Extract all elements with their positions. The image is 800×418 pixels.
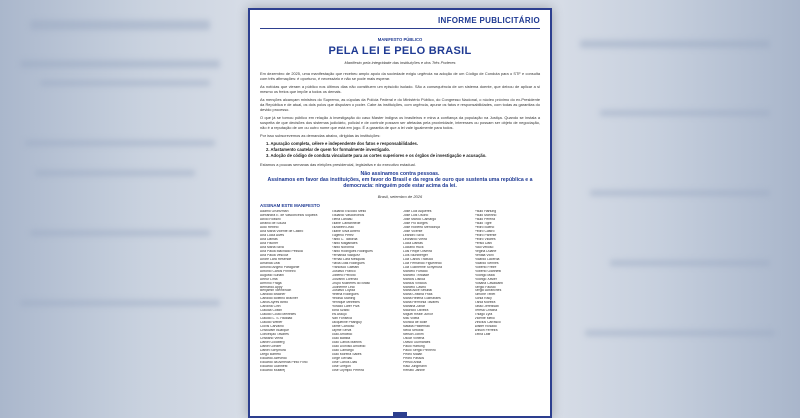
signer-name: Heloisa Starling: [331, 297, 356, 301]
closing-line-2: Assinamos em favor das instituições, em favor do Brasil e da regra de ouro que sustenta uma república e a democracia: ninguém pode estar acima da lei.: [267, 176, 533, 190]
signer-name: Simone Tebet: [474, 293, 496, 297]
signer-name: Francisco Gaetani: [331, 265, 360, 269]
signer-name: Cláudio Weber: [260, 321, 283, 325]
signer-name: Giovanni Lorenzo: [331, 277, 359, 281]
signer-name: Antônio Angelo Paragonte: [260, 265, 300, 269]
signer-name: Regina Duarte: [474, 249, 497, 253]
signer-name: Eduardo Escocio Mello: [331, 210, 367, 214]
signer-name: Miguel Reale Júnior: [403, 313, 433, 317]
demand-item: 3. Adoção de código de conduta vinculante para as cortes superiores e os órgãos de investigação e acusação.: [266, 153, 487, 159]
signer-name: Gilberto Peixoto: [331, 273, 356, 277]
signer-name: João Batista: [331, 336, 351, 340]
signer-name: Eduardo da Almeida Pinto Filho: [260, 360, 308, 364]
signer-name: Luiz Carlos Trabuco: [403, 257, 434, 261]
signer-name: Teresa Cristina: [474, 309, 498, 313]
footer-bar: [250, 410, 550, 416]
signer-name: Paulo Hartung: [474, 210, 497, 214]
signer-name: Vicente Mello: [474, 317, 495, 321]
signer-name: Eduardo Giannetti: [260, 364, 288, 368]
signer-name: Clóvis Carvalho: [260, 325, 284, 329]
signer-name: Carlos Ayres Britto: [260, 301, 289, 305]
signer-name: Tânia Moreira: [474, 301, 496, 305]
signer-name: Pedro Passos: [403, 356, 425, 360]
paragraph: As menções alcançam ministros do Supremo, as cúpulas da Polícia Federal e do Ministério Público, do Congresso Nacional, o núcleo próximo do ex-Presidente da República e de atual, os dois polos que disputam o poder. Cabe às instituições, com urgência, apurar os fatos e responsabilidades, com todas as garantias do devido processo.: [260, 97, 540, 112]
signer-name: Sérgio Abranches: [474, 289, 502, 293]
signer-name: José Luis Osorio: [403, 214, 429, 218]
signer-name: Fernão Lara Mesquita: [331, 257, 365, 261]
signer-name: Eduardo Mufarej: [260, 368, 286, 372]
signer-name: Jorge Gerdau: [331, 356, 353, 360]
signer-name: Elizabeth Leão: [331, 226, 354, 230]
signer-name: Luiz Guilherme Schymura: [403, 265, 443, 269]
signer-name: Leandro Silva: [403, 234, 424, 238]
signer-name: Horácio Lafer Piva: [331, 305, 360, 309]
signer-name: Ana Fischer: [260, 242, 279, 246]
signer-name: Monica de Bolle: [403, 321, 428, 325]
signers-column: [403, 210, 469, 372]
signer-name: José Olympio Pereira: [331, 368, 364, 372]
demands-list: [266, 141, 540, 159]
signer-name: Gustavo Franco: [331, 269, 356, 273]
signer-name: Rodrigo Xavier: [474, 277, 497, 281]
signer-name: Roberto Freire: [474, 265, 497, 269]
signer-name: Benjamin Steinbruch: [260, 289, 292, 293]
signer-name: Marcus Vinicius: [403, 281, 427, 285]
signer-name: Raul Jungmann: [403, 364, 427, 368]
newspaper-ad: [248, 8, 552, 418]
signer-name: Ricardo Lacerda: [474, 257, 500, 261]
signer-name: Fábio Rodrigues Rodrigues: [331, 249, 373, 253]
signer-name: Zeina Latif: [474, 332, 491, 336]
signer-name: Ivan Fonseca: [331, 317, 352, 321]
manifesto-body: [260, 71, 540, 167]
signer-name: Helena Rodrigues: [331, 293, 359, 297]
demand-item: 2. Afastamento cautelar de quem for formalmente investigado.: [266, 147, 391, 153]
signer-name: Cláudio L. S. Haddad: [260, 317, 293, 321]
signer-name: Eduardo Azevedo: [260, 356, 287, 360]
signer-name: Pedro Castro: [474, 230, 495, 234]
signer-name: Pedro Malan: [403, 352, 423, 356]
signer-name: Roberto Giannetti: [474, 269, 502, 273]
signer-name: José Gregori: [331, 364, 351, 368]
signer-name: Rodrigo Maia: [474, 273, 495, 277]
signer-name: Persio Arida: [403, 360, 422, 364]
signer-name: Arthur Lima: [260, 277, 278, 281]
signer-name: Pedro Parente: [474, 234, 497, 238]
paragraph: Em dezembro de 2025, uma manifestação que recebeu amplo apoio da sociedade exigiu urgência na adoção de um Código de Conduta para o STF e consulta com três afirmações: é oportuno, é necessário e não se pode mais esperar.: [260, 71, 540, 81]
signer-name: Ricardo Sennes: [474, 261, 499, 265]
signer-name: Abílio Rossini: [260, 218, 281, 222]
informe-publicitario-label: INFORME PUBLICITÁRIO: [260, 16, 540, 29]
manifesto-title: PELA LEI E PELO BRASIL: [328, 45, 472, 57]
signer-name: Ana Maria Silva: [260, 246, 284, 249]
signers-list: [260, 210, 540, 372]
signer-name: Sérgio Fausto: [474, 285, 496, 289]
signer-name: Maria Hermínia Tavares: [403, 301, 439, 305]
signer-name: Luciano Huck: [403, 246, 424, 249]
signer-name: Paulo Sérgio Pinheiro: [403, 348, 436, 352]
signer-name: Luís Stuhlberger: [403, 253, 428, 257]
signer-name: Wilson Ferreira: [474, 329, 498, 333]
signers-column: [260, 210, 326, 372]
signer-name: Mariana Zahar: [403, 305, 426, 309]
signers-column: [475, 210, 541, 372]
signer-name: Marcos Lisboa: [403, 277, 426, 281]
signer-name: Afrânio de Souza: [260, 222, 287, 226]
signer-name: Pedro Bueno: [474, 226, 495, 230]
signer-name: Eugênio Pérez: [331, 234, 354, 238]
signer-name: José Roberto Mendonça: [403, 226, 440, 230]
signer-name: Elena Landau: [331, 218, 353, 222]
signer-name: Jayme Serva: [331, 329, 352, 333]
signer-name: Cristiano Vieira: [260, 336, 283, 340]
signer-name: Jacqueline Pitanguy: [331, 321, 362, 325]
signer-name: Bernardo Appy: [260, 285, 283, 289]
signer-name: Fábio Magalhães: [331, 242, 358, 246]
signer-name: Leonardo Vieira: [403, 238, 427, 242]
signer-name: Aldo Rebelo: [260, 226, 279, 230]
signer-name: Fernanda Vazquez: [331, 253, 360, 257]
signer-name: Daniel Schymura: [260, 348, 286, 352]
signer-name: Carolina Cirin: [260, 305, 281, 309]
signer-name: Marcelo Trindade: [403, 273, 430, 277]
signer-name: João Dionísio Amoedo: [331, 344, 366, 348]
signer-name: Guilherme Leal: [331, 285, 355, 289]
signer-name: Cláudio Couto Meirelles: [260, 313, 296, 317]
manifesto-subtitle: Manifesto pela integridade das instituições e dos Três Poderes: [344, 60, 456, 65]
signer-name: Eliane Silva Antero: [331, 230, 360, 234]
signer-name: Armínio Fraga: [260, 281, 282, 285]
signer-name: Daniel Gleizer: [260, 344, 282, 348]
signer-name: Persio Dahl: [474, 242, 493, 246]
signer-name: João Amoêdo: [331, 332, 353, 336]
closing-statement: [260, 171, 540, 190]
signer-name: André Lara Resende: [260, 257, 292, 261]
signer-name: Raul Velloso: [474, 246, 494, 249]
signers-column: [332, 210, 398, 372]
manifesto-kicker: MANIFESTO PÚBLICO: [377, 37, 423, 42]
signer-name: Marcelo Furtado: [403, 269, 428, 273]
signer-name: Vinicius Carrasco: [474, 321, 501, 325]
paragraph: Por isso subscrevemos as demandas abaixo, dirigidas às instituições:: [260, 133, 381, 138]
signer-name: Jaime Cardoso: [331, 325, 355, 329]
signer-name: Grupo Mulheres do Brasil: [331, 281, 370, 285]
signer-name: Eliane Cantanhêde: [331, 222, 361, 226]
signer-name: Alexandra E. de Vasconcelos Siqueira: [260, 214, 318, 218]
signer-name: Fábio C. Taborda: [331, 238, 358, 242]
signer-name: Luiz Fernando Figueiredo: [403, 261, 442, 265]
signer-name: José Luiz Alquéres: [403, 210, 432, 214]
signer-name: Sônia Racy: [474, 297, 492, 301]
demand-item: 1. Apuração completa, célere e independente dos fatos e responsabilidades.: [266, 141, 419, 146]
signer-name: Rosana Cavalcanti: [474, 281, 503, 285]
signer-name: Paulo Pereira: [474, 218, 496, 222]
signer-name: Otávio Guimarães: [403, 340, 431, 344]
signer-name: Adamo Gruntzman: [260, 210, 289, 214]
signer-name: Lúcia Dantas: [403, 242, 423, 246]
signer-name: Ana Maria Vicente de Castro: [260, 230, 304, 234]
signer-name: Marcelo Castro: [403, 285, 426, 289]
signer-name: Candido Botelho Bracher: [260, 297, 298, 301]
signer-name: Ana Paula Vescovi: [260, 253, 289, 257]
signer-name: Ana Lúcia Alves: [260, 234, 285, 238]
signer-name: Natália Pasternak: [403, 325, 430, 329]
signer-name: Maria Helena Guimarães: [403, 297, 441, 301]
signer-name: José Márcio Camargo: [403, 218, 437, 222]
place-date: Brasil, setembro de 2026: [377, 194, 423, 200]
signer-name: Cristovam Buarque: [260, 329, 290, 333]
paragraph: O que já se tornou público em relação à investigação do caso Master indigna os brasileiros e mina a confiança da população na Justiça. Quando se instala a suspeita de que decisões dos sistemas judiciário, policial e de controle possam ser afetadas pela proximidade, interesses ou possam ser objeto de negociação, não é a reputação de um ou outro nome que está em jogo. É a garantia de que a lei vale igualmente para todos.: [260, 115, 540, 130]
signer-name: Henrique Meirelles: [331, 301, 360, 305]
signer-name: Cândido Bracher: [260, 293, 286, 297]
signer-name: Maria Cristina Frias: [403, 293, 433, 297]
signer-name: Renato Janine: [403, 368, 425, 372]
paragraph: Estamos a poucas semanas das eleições presidencial, legislativa e do executivo estadual.: [260, 161, 416, 167]
signer-name: Thiago Lyra: [474, 313, 493, 317]
signer-name: Tasso Jereissati: [474, 305, 499, 309]
signer-name: Oscar Vilhena: [403, 336, 425, 340]
signer-name: Augusto Suriani: [260, 273, 284, 277]
signer-name: Fábio Noronha: [331, 246, 354, 249]
signer-name: José Vicente: [403, 230, 423, 234]
signer-name: José Pio Borges: [403, 222, 428, 226]
signer-name: João Carlos Martins: [331, 340, 362, 344]
signer-name: Renata Vichi: [474, 253, 494, 257]
signer-name: Nelson Jobim: [403, 332, 424, 336]
signer-name: Ana Dantas: [260, 238, 278, 242]
signer-name: Gustavo Loyola: [331, 289, 356, 293]
signer-name: José Carlos Dias: [331, 360, 358, 364]
signer-name: Daniel Goldberg: [260, 340, 285, 344]
closing-line-1: Não assinamos contra pessoas.: [360, 170, 440, 177]
signer-name: Ana Paula Machado Pessoa: [260, 249, 303, 253]
signer-name: Paulo Hartung: [403, 344, 425, 348]
signer-name: Conceição Tavares: [260, 332, 289, 336]
signers-title: ASSINAM ESTE MANIFESTO: [260, 203, 320, 209]
paragraph: As notícias que vieram a público nos últimos dias não constituem um episódio isolado. São a consequência de um sistema doente, que deixou de aplicar a si mesmo os freios que impõe a todos os demais.: [260, 84, 540, 94]
signer-name: Neca Setubal: [403, 329, 424, 333]
signer-name: Maria Alice Setubal: [403, 289, 433, 293]
signer-name: Milú Villela: [403, 317, 420, 321]
signer-name: João Moreira Salles: [331, 352, 362, 356]
signer-name: Paulo Marinho: [474, 214, 497, 218]
signer-name: Luis Felipe Oliveira: [403, 249, 432, 253]
signer-name: Ilona Szabó: [331, 309, 350, 313]
signer-name: Cláudia Costin: [260, 309, 283, 313]
signer-name: Maurício Oliveira: [403, 309, 429, 313]
footer-mark: [393, 412, 407, 416]
signer-name: Iris Araújo: [331, 313, 347, 317]
signer-name: Amanda Leal: [260, 261, 280, 265]
signer-name: Eduardo Vasconcelos: [331, 214, 365, 218]
signer-name: Antônio Carlos Pinheiro: [260, 269, 296, 273]
signer-name: Flávia Dias Rodrigues: [331, 261, 365, 265]
signer-name: Walter Rosado: [474, 325, 497, 329]
signer-name: Paulo Tigre: [474, 222, 492, 226]
signer-name: Diego Barreto: [260, 352, 281, 356]
signer-name: João Camargo: [331, 348, 354, 352]
signer-name: Pedro Villares: [474, 238, 496, 242]
